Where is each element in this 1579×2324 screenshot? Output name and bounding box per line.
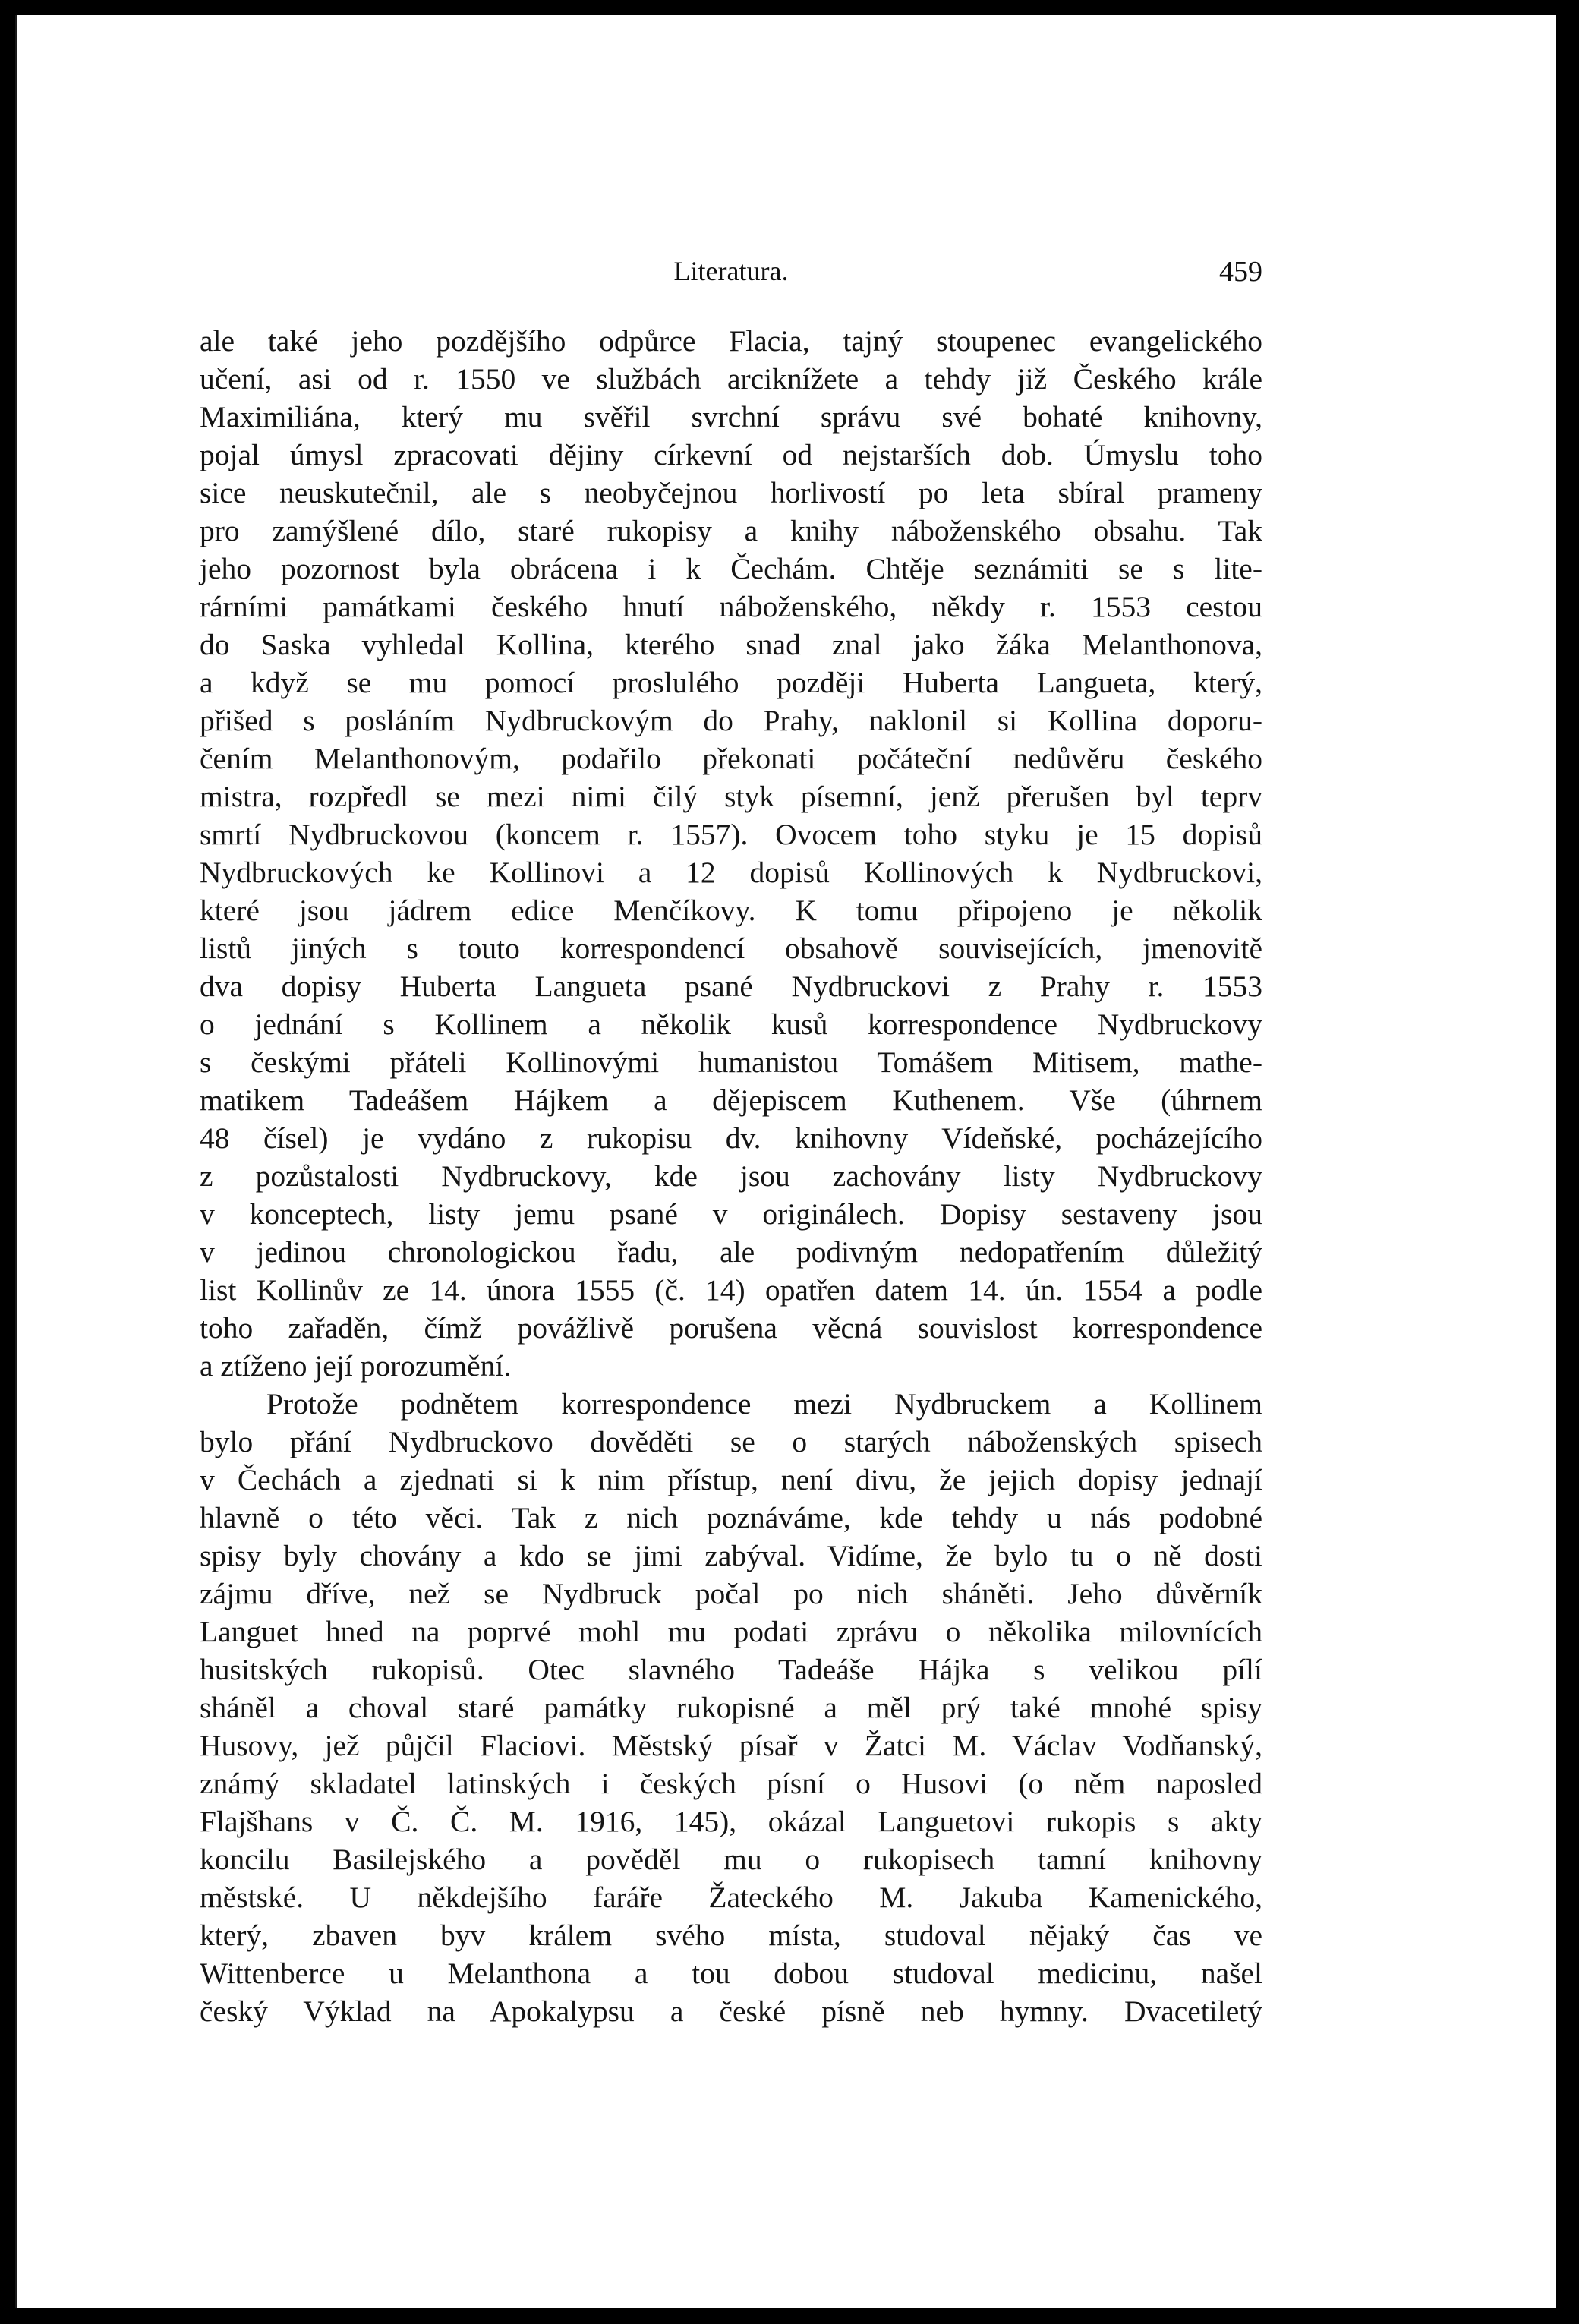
text-line: s českými přáteli Kollinovými humanistou Tomášem Mitisem, mathe-: [200, 1045, 1262, 1079]
text-line: matikem Tadeášem Hájkem a dějepiscem Kuthenem. Vše (úhrnem: [200, 1083, 1262, 1117]
text-line: Husovy, jež půjčil Flaciovi. Městský písař v Žatci M. Václav Vodňanský,: [200, 1729, 1262, 1762]
text-line: český Výklad na Apokalypsu a české písně neb hymny. Dvacetiletý: [200, 1994, 1262, 2028]
text-line: koncilu Basilejského a pověděl mu o rukopisech tamní knihovny: [200, 1843, 1262, 1876]
text-line: známý skladatel latinských i českých písní o Husovi (o něm naposled: [200, 1767, 1262, 1800]
text-line: a když se mu pomocí proslulého později Huberta Langueta, který,: [200, 666, 1262, 699]
text-line: zájmu dříve, než se Nydbruck počal po nich sháněti. Jeho důvěrník: [200, 1577, 1262, 1610]
text-line: v konceptech, listy jemu psané v originálech. Dopisy sestaveny jsou: [200, 1197, 1262, 1231]
text-line: sháněl a choval staré památky rukopisné a měl prý také mnohé spisy: [200, 1691, 1262, 1724]
text-line: mistra, rozpředl se mezi nimi čilý styk písemní, jenž přerušen byl teprv: [200, 780, 1262, 813]
text-line: pro zamýšlené dílo, staré rukopisy a knihy náboženského obsahu. Tak: [200, 514, 1262, 547]
text-line: Wittenberce u Melanthona a tou dobou studoval medicinu, našel: [200, 1957, 1262, 1990]
text-line: listů jiných s touto korrespondencí obsahově souvisejících, jmenovitě: [200, 932, 1262, 965]
text-line: z pozůstalosti Nydbruckovy, kde jsou zachovány listy Nydbruckovy: [200, 1159, 1262, 1193]
text-line: toho zařaděn, čímž povážlivě porušena věcná souvislost korrespondence: [200, 1311, 1262, 1345]
text-line: bylo přání Nydbruckovo dověděti se o starých náboženských spisech: [200, 1425, 1262, 1458]
text-line: o jednání s Kollinem a několik kusů korrespondence Nydbruckovy: [200, 1007, 1262, 1041]
text-line: spisy byly chovány a kdo se jimi zabýval. Vidíme, že bylo tu o ně dosti: [200, 1539, 1262, 1572]
page-number: 459: [1219, 256, 1262, 288]
paragraph: [200, 1385, 1262, 2030]
book-page: [15, 15, 1556, 2308]
running-title: Literatura.: [673, 256, 789, 286]
text-line: v jedinou chronologickou řadu, ale podivným nedopatřením důležitý: [200, 1235, 1262, 1269]
text-line: do Saska vyhledal Kollina, kterého snad znal jako žáka Melanthonova,: [200, 628, 1262, 661]
text-line: Protože podnětem korrespondence mezi Nydbruckem a Kollinem: [266, 1387, 1262, 1421]
text-line: hlavně o této věci. Tak z nich poznáváme, kde tehdy u nás podobné: [200, 1501, 1262, 1534]
text-line: jeho pozornost byla obrácena i k Čechám. Chtěje seznámiti se s lite-: [200, 552, 1262, 585]
text-line: Maximiliána, který mu svěřil svrchní správu své bohaté knihovny,: [200, 400, 1262, 434]
text-line: v Čechách a zjednati si k nim přístup, není divu, že jejich dopisy jednají: [200, 1463, 1262, 1496]
paragraph: [200, 322, 1262, 1385]
text-line: městské. U někdejšího faráře Žateckého M. Jakuba Kamenického,: [200, 1881, 1262, 1914]
text-line: rárními památkami českého hnutí náboženského, někdy r. 1553 cestou: [200, 590, 1262, 623]
text-line: učení, asi od r. 1550 ve službách arciknížete a tehdy již Českého krále: [200, 362, 1262, 396]
text-line: který, zbaven byv králem svého místa, studoval nějaký čas ve: [200, 1919, 1262, 1952]
text-line: ale také jeho pozdějšího odpůrce Flacia, tajný stoupenec evangelického: [200, 324, 1262, 358]
text-line: které jsou jádrem edice Menčíkovy. K tomu připojeno je několik: [200, 894, 1262, 927]
body-text: [200, 322, 1262, 2030]
running-header: [200, 251, 1262, 289]
text-line: list Kollinův ze 14. února 1555 (č. 14) opatřen datem 14. ún. 1554 a podle: [200, 1273, 1262, 1307]
text-line: Nydbruckových ke Kollinovi a 12 dopisů Kollinových k Nydbruckovi,: [200, 856, 1262, 889]
text-line: husitských rukopisů. Otec slavného Tadeáše Hájka s velikou pílí: [200, 1653, 1262, 1686]
text-line: smrtí Nydbruckovou (koncem r. 1557). Ovocem toho styku je 15 dopisů: [200, 818, 1262, 851]
text-line: 48 čísel) je vydáno z rukopisu dv. knihovny Vídeňské, pocházejícího: [200, 1121, 1262, 1155]
text-line: čením Melanthonovým, podařilo překonati počáteční nedůvěru českého: [200, 742, 1262, 775]
text-line: a ztíženo její porozumění.: [200, 1349, 512, 1383]
text-line: dva dopisy Huberta Langueta psané Nydbruckovi z Prahy r. 1553: [200, 970, 1262, 1003]
text-line: Languet hned na poprvé mohl mu podati zprávu o několika milovnících: [200, 1615, 1262, 1648]
text-line: pojal úmysl zpracovati dějiny církevní od nejstarších dob. Úmyslu toho: [200, 438, 1262, 471]
text-line: sice neuskutečnil, ale s neobyčejnou horlivostí po leta sbíral prameny: [200, 476, 1262, 509]
text-line: přišed s posláním Nydbruckovým do Prahy, naklonil si Kollina doporu-: [200, 704, 1262, 737]
text-line: Flajšhans v Č. Č. M. 1916, 145), okázal Languetovi rukopis s akty: [200, 1805, 1262, 1838]
